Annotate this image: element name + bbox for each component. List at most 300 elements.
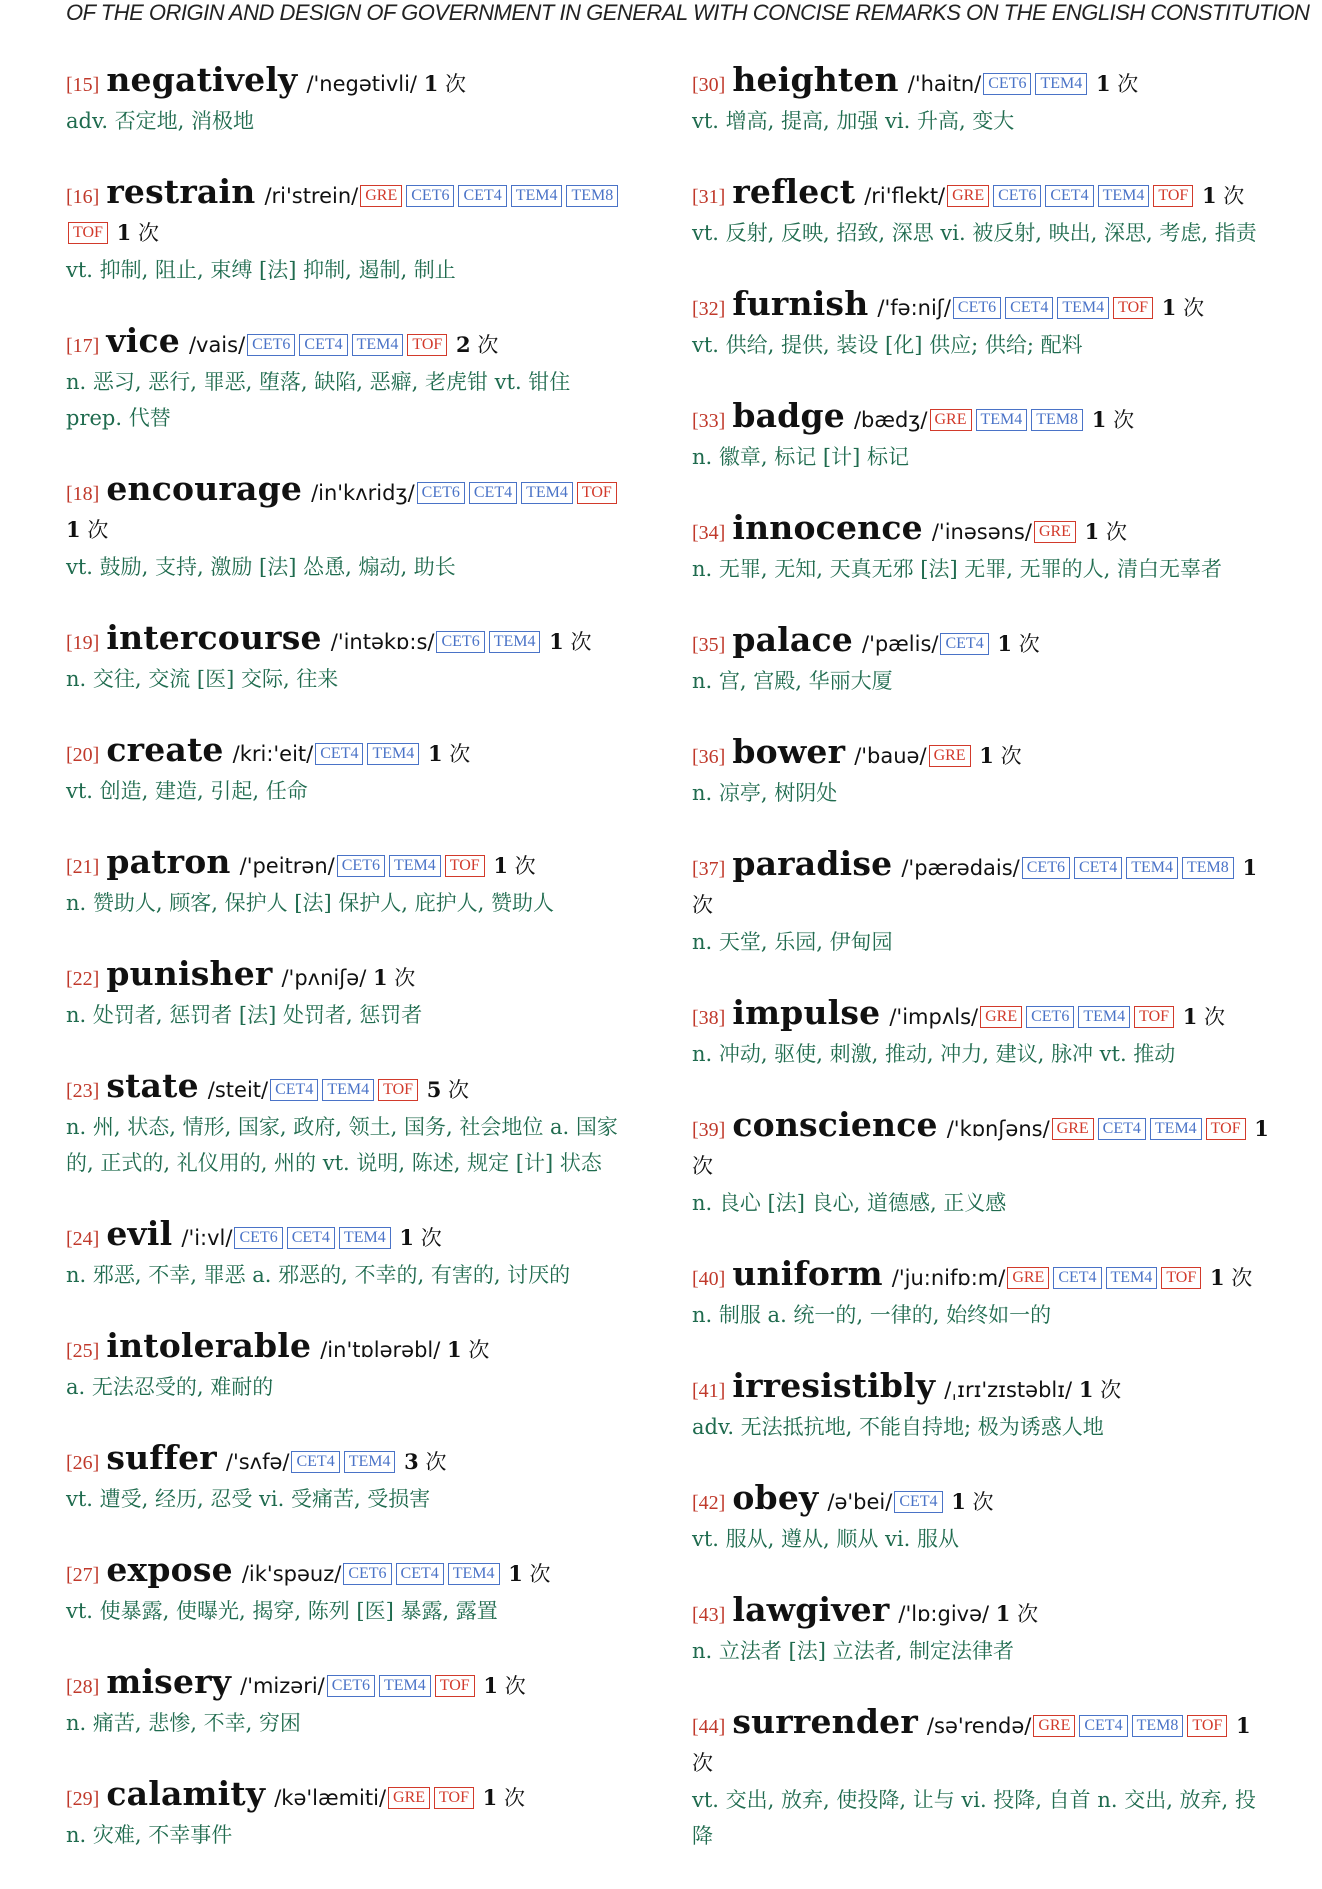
entry-frequency: [1176, 1005, 1225, 1029]
entry-word: heighten: [732, 60, 899, 99]
entry-index: [30]: [692, 74, 726, 96]
exam-tag-badge: TEM4: [1106, 1267, 1158, 1289]
entry-headline: [66, 174, 631, 252]
entry-index: [31]: [692, 186, 726, 208]
entry-word: reflect: [732, 172, 856, 211]
entry-phonetic: /ri'strein/: [264, 184, 359, 208]
entry-definition: vt. 遭受, 经历, 忍受 vi. 受痛苦, 受损害: [66, 1487, 431, 1511]
frequency-number: 1: [423, 71, 439, 96]
exam-tag-badge: CET6: [983, 73, 1031, 95]
frequency-unit: 次: [420, 1226, 442, 1250]
entry-headline: [66, 1440, 631, 1481]
entry-headline: [66, 732, 631, 773]
exam-tag-badge: TEM4: [1150, 1118, 1202, 1140]
exam-tag-badge: TEM4: [976, 409, 1028, 431]
exam-tag-badge: TEM4: [344, 1451, 396, 1473]
entry-frequency: [945, 1490, 994, 1514]
entry-phonetic: /sə'rendə/: [926, 1714, 1032, 1738]
entry-headline: [66, 844, 631, 885]
vocab-entry: [66, 1664, 631, 1741]
vocab-entry: [66, 1552, 631, 1629]
entry-word: calamity: [106, 1774, 266, 1813]
exam-tag-badge: TOF: [1206, 1118, 1246, 1140]
frequency-unit: 次: [1117, 72, 1139, 96]
entry-headline: [692, 1480, 1270, 1521]
exam-tag-badge: CET4: [396, 1563, 444, 1585]
frequency-unit: 次: [87, 518, 109, 542]
vocab-entry: [66, 1440, 631, 1517]
frequency-number: 1: [427, 741, 443, 766]
frequency-number: 1: [447, 1337, 462, 1362]
entry-word: bower: [732, 732, 846, 771]
entry-definition: n. 赞助人, 顾客, 保护人 [法] 保护人, 庇护人, 赞助人: [66, 891, 555, 915]
entry-frequency: [1203, 1266, 1252, 1290]
entry-frequency: [487, 854, 536, 878]
entry-definition: n. 天堂, 乐园, 伊甸园: [692, 930, 893, 954]
entry-definition: n. 邪恶, 不幸, 罪恶 a. 邪恶的, 不幸的, 有害的, 讨厌的: [66, 1263, 571, 1287]
exam-tag-badge: TEM4: [352, 334, 404, 356]
entry-word: negatively: [106, 60, 298, 99]
entry-frequency: [502, 1562, 551, 1586]
entry-headline: [692, 734, 1270, 775]
exam-tag-badge: GRE: [1052, 1118, 1094, 1140]
frequency-number: 1: [372, 965, 388, 990]
frequency-number: 1: [979, 743, 994, 768]
frequency-unit: 次: [1113, 408, 1135, 432]
entry-index: [40]: [692, 1268, 726, 1290]
entry-phonetic: /'sʌfə/: [225, 1450, 290, 1474]
entry-frequency: [417, 72, 466, 96]
exam-tag-badge: TEM4: [389, 855, 441, 877]
vocab-entry: [692, 1107, 1270, 1221]
frequency-unit: 次: [570, 630, 592, 654]
vocab-entry: [692, 1368, 1270, 1445]
vocab-entry: [66, 1068, 631, 1181]
entry-index: [25]: [66, 1340, 100, 1362]
entry-word: intolerable: [106, 1326, 312, 1365]
frequency-unit: 次: [972, 1490, 994, 1514]
entry-word: surrender: [732, 1702, 918, 1741]
entry-definition: n. 立法者 [法] 立法者, 制定法律者: [692, 1639, 1014, 1663]
entry-phonetic: /'bauə/: [854, 744, 927, 768]
vocab-entry: [66, 1216, 631, 1293]
exam-tag-badge: TEM4: [339, 1227, 391, 1249]
frequency-unit: 次: [504, 1674, 526, 1698]
frequency-unit: 次: [692, 1154, 713, 1178]
entry-frequency: [110, 221, 159, 245]
entry-index: [23]: [66, 1080, 100, 1102]
entry-word: state: [106, 1066, 199, 1105]
entry-definition: adv. 否定地, 消极地: [66, 109, 255, 133]
entry-definition: vt. 供给, 提供, 装设 [化] 供应; 供给; 配料: [692, 333, 1083, 357]
entry-definition: vt. 鼓励, 支持, 激励 [法] 怂恿, 煽动, 助长: [66, 555, 456, 579]
frequency-number: 1: [483, 1673, 499, 1698]
vocab-entry: [66, 1776, 631, 1853]
entry-headline: [66, 1552, 631, 1593]
entry-word: evil: [106, 1214, 173, 1253]
exam-tag-badge: TEM4: [1078, 1006, 1130, 1028]
exam-tag-badge: TOF: [1134, 1006, 1174, 1028]
frequency-number: 1: [482, 1785, 498, 1810]
exam-tag-badge: TEM4: [322, 1079, 374, 1101]
entry-phonetic: /'pælis/: [862, 632, 939, 656]
entry-headline: [692, 1368, 1270, 1409]
frequency-number: 1: [1161, 295, 1177, 320]
entry-index: [18]: [66, 483, 100, 505]
entry-phonetic: /bædʒ/: [853, 408, 928, 432]
entry-definition: n. 交往, 交流 [医] 交际, 往来: [66, 667, 339, 691]
entry-index: [33]: [692, 410, 726, 432]
exam-tag-badge: CET6: [1022, 857, 1070, 879]
entry-word: patron: [106, 842, 231, 881]
exam-tag-badge: CET4: [1053, 1267, 1101, 1289]
entry-word: suffer: [106, 1438, 217, 1477]
frequency-number: 1: [997, 631, 1013, 656]
vocab-entry: [692, 846, 1270, 960]
exam-tag-badge: TOF: [1187, 1715, 1227, 1737]
vocab-entry: [66, 956, 631, 1033]
frequency-number: 1: [66, 517, 81, 542]
frequency-number: 1: [549, 629, 564, 654]
entry-definition: vt. 创造, 建造, 引起, 任命: [66, 779, 308, 803]
entry-headline: [692, 995, 1270, 1036]
entry-frequency: [66, 518, 108, 542]
entry-word: encourage: [106, 469, 303, 508]
exam-tag-badge: TEM4: [448, 1563, 500, 1585]
frequency-number: 2: [456, 332, 471, 357]
frequency-unit: 次: [503, 1786, 525, 1810]
entry-headline: [692, 286, 1270, 327]
entry-phonetic: /'intəkɒ:s/: [330, 630, 435, 654]
left-column: [66, 62, 631, 1888]
exam-tag-badge: TOF: [407, 334, 447, 356]
entry-headline: [692, 1107, 1270, 1185]
frequency-number: 1: [493, 853, 508, 878]
entry-definition: n. 良心 [法] 良心, 道德感, 正义感: [692, 1191, 1007, 1215]
frequency-number: 1: [1235, 1713, 1251, 1738]
exam-tag-badge: TEM4: [511, 185, 563, 207]
entry-frequency: [397, 1450, 446, 1474]
exam-tag-badge: GRE: [1033, 1715, 1075, 1737]
exam-tag-badge: TEM4: [1035, 73, 1087, 95]
frequency-number: 3: [404, 1449, 419, 1474]
vocab-entry: [66, 174, 631, 288]
exam-tag-badge: TEM8: [1132, 1715, 1184, 1737]
frequency-unit: 次: [692, 893, 713, 917]
entry-frequency: [1072, 1378, 1121, 1402]
entry-frequency: [477, 1674, 526, 1698]
frequency-number: 5: [426, 1077, 442, 1102]
entry-word: irresistibly: [732, 1366, 936, 1405]
exam-tag-badge: TOF: [1161, 1267, 1201, 1289]
frequency-unit: 次: [394, 966, 416, 990]
exam-tag-badge: TEM4: [489, 631, 541, 653]
entry-phonetic: /'pʌniʃə/: [281, 966, 367, 990]
exam-tag-badge: TOF: [68, 222, 108, 244]
exam-tag-badge: CET4: [894, 1491, 942, 1513]
entry-definition: n. 冲动, 驱使, 刺激, 推动, 冲力, 建议, 脉冲 vt. 推动: [692, 1042, 1176, 1066]
vocab-entry: [692, 286, 1270, 363]
exam-tag-badge: CET4: [315, 743, 363, 765]
entry-headline: [66, 620, 631, 661]
entry-word: innocence: [732, 508, 923, 547]
entry-frequency: [1155, 296, 1204, 320]
vocab-entry: [66, 844, 631, 921]
exam-tag-badge: TEM8: [1031, 409, 1083, 431]
exam-tag-badge: CET6: [343, 1563, 391, 1585]
entry-definition: vt. 抑制, 阻止, 束缚 [法] 抑制, 遏制, 制止: [66, 258, 456, 282]
exam-tag-badge: TOF: [445, 855, 485, 877]
entry-index: [26]: [66, 1452, 100, 1474]
entry-headline: [66, 1664, 631, 1705]
exam-tag-badge: GRE: [360, 185, 402, 207]
entry-word: paradise: [732, 844, 893, 883]
entry-phonetic: /vais/: [188, 333, 246, 357]
entry-phonetic: /'impʌls/: [889, 1005, 979, 1029]
exam-tag-badge: GRE: [1034, 521, 1076, 543]
frequency-unit: 次: [1000, 744, 1022, 768]
entry-headline: [692, 846, 1270, 924]
entry-index: [16]: [66, 186, 100, 208]
entry-word: badge: [732, 396, 845, 435]
entry-phonetic: /'ju:nifɒ:m/: [891, 1266, 1006, 1290]
vocab-entry: [66, 1328, 631, 1405]
frequency-unit: 次: [514, 854, 536, 878]
entry-frequency: [1089, 72, 1138, 96]
exam-tag-badge: CET4: [1005, 297, 1053, 319]
exam-tag-badge: GRE: [388, 1787, 430, 1809]
frequency-unit: 次: [1017, 1602, 1039, 1626]
entry-word: uniform: [732, 1254, 883, 1293]
entry-index: [19]: [66, 632, 100, 654]
entry-phonetic: /ə'bei/: [827, 1490, 893, 1514]
entry-phonetic: /'pærədais/: [901, 856, 1020, 880]
frequency-unit: 次: [137, 221, 159, 245]
exam-tag-badge: GRE: [929, 745, 971, 767]
entry-index: [28]: [66, 1676, 100, 1698]
entry-headline: [692, 1592, 1270, 1633]
entry-definition: adv. 无法抵抗地, 不能自持地; 极为诱惑人地: [692, 1415, 1104, 1439]
entry-index: [17]: [66, 335, 100, 357]
entry-word: conscience: [732, 1105, 938, 1144]
entry-headline: [66, 323, 631, 364]
exam-tag-badge: TOF: [378, 1079, 418, 1101]
entry-frequency: [420, 1078, 469, 1102]
exam-tag-badge: CET4: [1074, 857, 1122, 879]
frequency-number: 1: [1095, 71, 1111, 96]
vocab-entry: [66, 471, 631, 585]
entry-frequency: [991, 632, 1040, 656]
entry-phonetic: /'fə:niʃ/: [877, 296, 951, 320]
entry-headline: [66, 1068, 631, 1109]
entry-word: impulse: [732, 993, 881, 1032]
entry-phonetic: /kə'læmiti/: [274, 1786, 387, 1810]
exam-tag-badge: CET6: [327, 1675, 375, 1697]
vocab-entry: [66, 732, 631, 809]
vocab-entry: [66, 620, 631, 697]
entry-phonetic: /kri:'eit/: [232, 742, 314, 766]
vocab-entry: [692, 995, 1270, 1072]
entry-phonetic: /'negətivli/: [306, 72, 418, 96]
exam-tag-badge: CET6: [247, 334, 295, 356]
frequency-unit: 次: [529, 1562, 551, 1586]
frequency-unit: 次: [1018, 632, 1040, 656]
entry-index: [37]: [692, 858, 726, 880]
exam-tag-badge: CET6: [436, 631, 484, 653]
exam-tag-badge: TOF: [1153, 185, 1193, 207]
entry-definition: vt. 反射, 反映, 招致, 深思 vi. 被反射, 映出, 深思, 考虑, 指责: [692, 221, 1257, 245]
entry-word: vice: [106, 321, 180, 360]
vocab-entry: [692, 510, 1270, 587]
entry-definition: vt. 服从, 遵从, 顺从 vi. 服从: [692, 1527, 959, 1551]
frequency-unit: 次: [692, 1751, 713, 1775]
entry-index: [22]: [66, 968, 100, 990]
entry-frequency: [1085, 408, 1134, 432]
entry-index: [29]: [66, 1788, 100, 1810]
entry-definition: n. 痛苦, 悲惨, 不幸, 穷困: [66, 1711, 301, 1735]
entry-headline: [66, 1216, 631, 1257]
entry-definition: n. 州, 状态, 情形, 国家, 政府, 领土, 国务, 社会地位 a. 国家的, 正式的, 礼仪用的, 州的 vt. 说明, 陈述, 规定 [计] 状态: [66, 1115, 618, 1175]
entry-phonetic: /'kɒnʃəns/: [946, 1117, 1050, 1141]
exam-tag-badge: TEM4: [1057, 297, 1109, 319]
entry-index: [20]: [66, 744, 100, 766]
frequency-number: 1: [1201, 183, 1217, 208]
frequency-number: 1: [1209, 1265, 1225, 1290]
frequency-number: 1: [1254, 1116, 1269, 1141]
entry-phonetic: /ik'spəuz/: [241, 1562, 342, 1586]
vocab-entry: [692, 1480, 1270, 1557]
frequency-number: 1: [1078, 1377, 1094, 1402]
frequency-number: 1: [1242, 855, 1258, 880]
vocab-entry: [692, 622, 1270, 699]
frequency-number: 1: [116, 220, 132, 245]
frequency-unit: 次: [1183, 296, 1205, 320]
frequency-number: 1: [951, 1489, 966, 1514]
exam-tag-badge: CET6: [1026, 1006, 1074, 1028]
entry-headline: [692, 1704, 1270, 1782]
exam-tag-badge: TEM4: [521, 482, 573, 504]
entry-word: create: [106, 730, 224, 769]
exam-tag-badge: CET4: [1045, 185, 1093, 207]
entry-index: [41]: [692, 1380, 726, 1402]
frequency-unit: 次: [449, 742, 471, 766]
entry-frequency: [421, 742, 470, 766]
entry-definition: n. 恶习, 恶行, 罪恶, 堕落, 缺陷, 恶癖, 老虎钳 vt. 钳住 prep. 代替: [66, 370, 571, 430]
entry-phonetic: /steit/: [207, 1078, 269, 1102]
frequency-unit: 次: [477, 333, 499, 357]
exam-tag-badge: TOF: [434, 1787, 474, 1809]
frequency-unit: 次: [425, 1450, 447, 1474]
exam-tag-badge: TEM4: [1098, 185, 1150, 207]
entry-frequency: [393, 1226, 442, 1250]
frequency-unit: 次: [1105, 520, 1127, 544]
entry-frequency: [973, 744, 1022, 768]
frequency-unit: 次: [445, 72, 467, 96]
entry-headline: [692, 174, 1270, 215]
entry-index: [36]: [692, 746, 726, 768]
entry-definition: vt. 增高, 提高, 加强 vi. 升高, 变大: [692, 109, 1015, 133]
frequency-number: 1: [995, 1601, 1011, 1626]
entry-definition: vt. 使暴露, 使曝光, 揭穿, 陈列 [医] 暴露, 露置: [66, 1599, 498, 1623]
entry-definition: n. 灾难, 不幸事件: [66, 1823, 233, 1847]
right-column: [692, 62, 1270, 1889]
exam-tag-badge: TEM4: [379, 1675, 431, 1697]
vocab-entry: [692, 1704, 1270, 1854]
entry-headline: [66, 1776, 631, 1817]
exam-tag-badge: TEM8: [1182, 857, 1234, 879]
entry-word: punisher: [106, 954, 273, 993]
exam-tag-badge: CET4: [469, 482, 517, 504]
entry-headline: [692, 398, 1270, 439]
entry-headline: [66, 1328, 631, 1369]
exam-tag-badge: CET6: [406, 185, 454, 207]
entry-phonetic: /'mizəri/: [240, 1674, 325, 1698]
vocab-entry: [66, 323, 631, 436]
exam-tag-badge: CET4: [291, 1451, 339, 1473]
entry-frequency: [1195, 184, 1244, 208]
entry-definition: n. 处罚者, 惩罚者 [法] 处罚者, 惩罚者: [66, 1003, 423, 1027]
entry-frequency: [476, 1786, 525, 1810]
vocab-entry: [692, 1592, 1270, 1669]
frequency-unit: 次: [1223, 184, 1245, 208]
vocab-entry: [692, 62, 1270, 139]
entry-definition: n. 凉亭, 树阴处: [692, 781, 838, 805]
exam-tag-badge: TEM4: [1126, 857, 1178, 879]
entry-phonetic: /in'tɒlərəbl/: [320, 1338, 441, 1362]
exam-tag-badge: CET4: [1079, 1715, 1127, 1737]
entry-frequency: [1078, 520, 1127, 544]
vocab-entry: [692, 1256, 1270, 1333]
exam-tag-badge: CET6: [337, 855, 385, 877]
entry-definition: vt. 交出, 放弃, 使投降, 让与 vi. 投降, 自首 n. 交出, 放弃, 投降: [692, 1788, 1256, 1848]
entry-index: [34]: [692, 522, 726, 544]
entry-phonetic: /in'kʌridʒ/: [311, 481, 415, 505]
frequency-number: 1: [399, 1225, 415, 1250]
entry-index: [43]: [692, 1604, 726, 1626]
entry-frequency: [366, 966, 415, 990]
running-header: OF THE ORIGIN AND DESIGN OF GOVERNMENT IN GENERAL WITH CONCISE REMARKS ON THE ENGLISH CONSTITUTION: [66, 0, 1310, 25]
entry-index: [24]: [66, 1228, 100, 1250]
exam-tag-badge: GRE: [980, 1006, 1022, 1028]
entry-headline: [66, 62, 631, 103]
entry-headline: [66, 471, 631, 549]
exam-tag-badge: TOF: [1113, 297, 1153, 319]
vocab-entry: [692, 174, 1270, 251]
entry-index: [38]: [692, 1007, 726, 1029]
vocab-entry: [692, 734, 1270, 811]
exam-tag-badge: GRE: [1007, 1267, 1049, 1289]
entry-headline: [692, 510, 1270, 551]
exam-tag-badge: CET6: [234, 1227, 282, 1249]
entry-phonetic: /'haitn/: [907, 72, 982, 96]
entry-index: [27]: [66, 1564, 100, 1586]
entry-index: [21]: [66, 856, 100, 878]
entry-index: [39]: [692, 1119, 726, 1141]
entry-definition: n. 宫, 宫殿, 华丽大厦: [692, 669, 893, 693]
entry-definition: n. 徽章, 标记 [计] 标记: [692, 445, 909, 469]
entry-definition: a. 无法忍受的, 难耐的: [66, 1375, 274, 1399]
frequency-number: 1: [1091, 407, 1107, 432]
entry-word: expose: [106, 1550, 233, 1589]
frequency-unit: 次: [1100, 1378, 1122, 1402]
entry-word: intercourse: [106, 618, 322, 657]
entry-headline: [66, 956, 631, 997]
exam-tag-badge: CET6: [417, 482, 465, 504]
entry-word: obey: [732, 1478, 819, 1517]
entry-headline: [692, 1256, 1270, 1297]
exam-tag-badge: CET6: [953, 297, 1001, 319]
vocab-entry: [66, 62, 631, 139]
